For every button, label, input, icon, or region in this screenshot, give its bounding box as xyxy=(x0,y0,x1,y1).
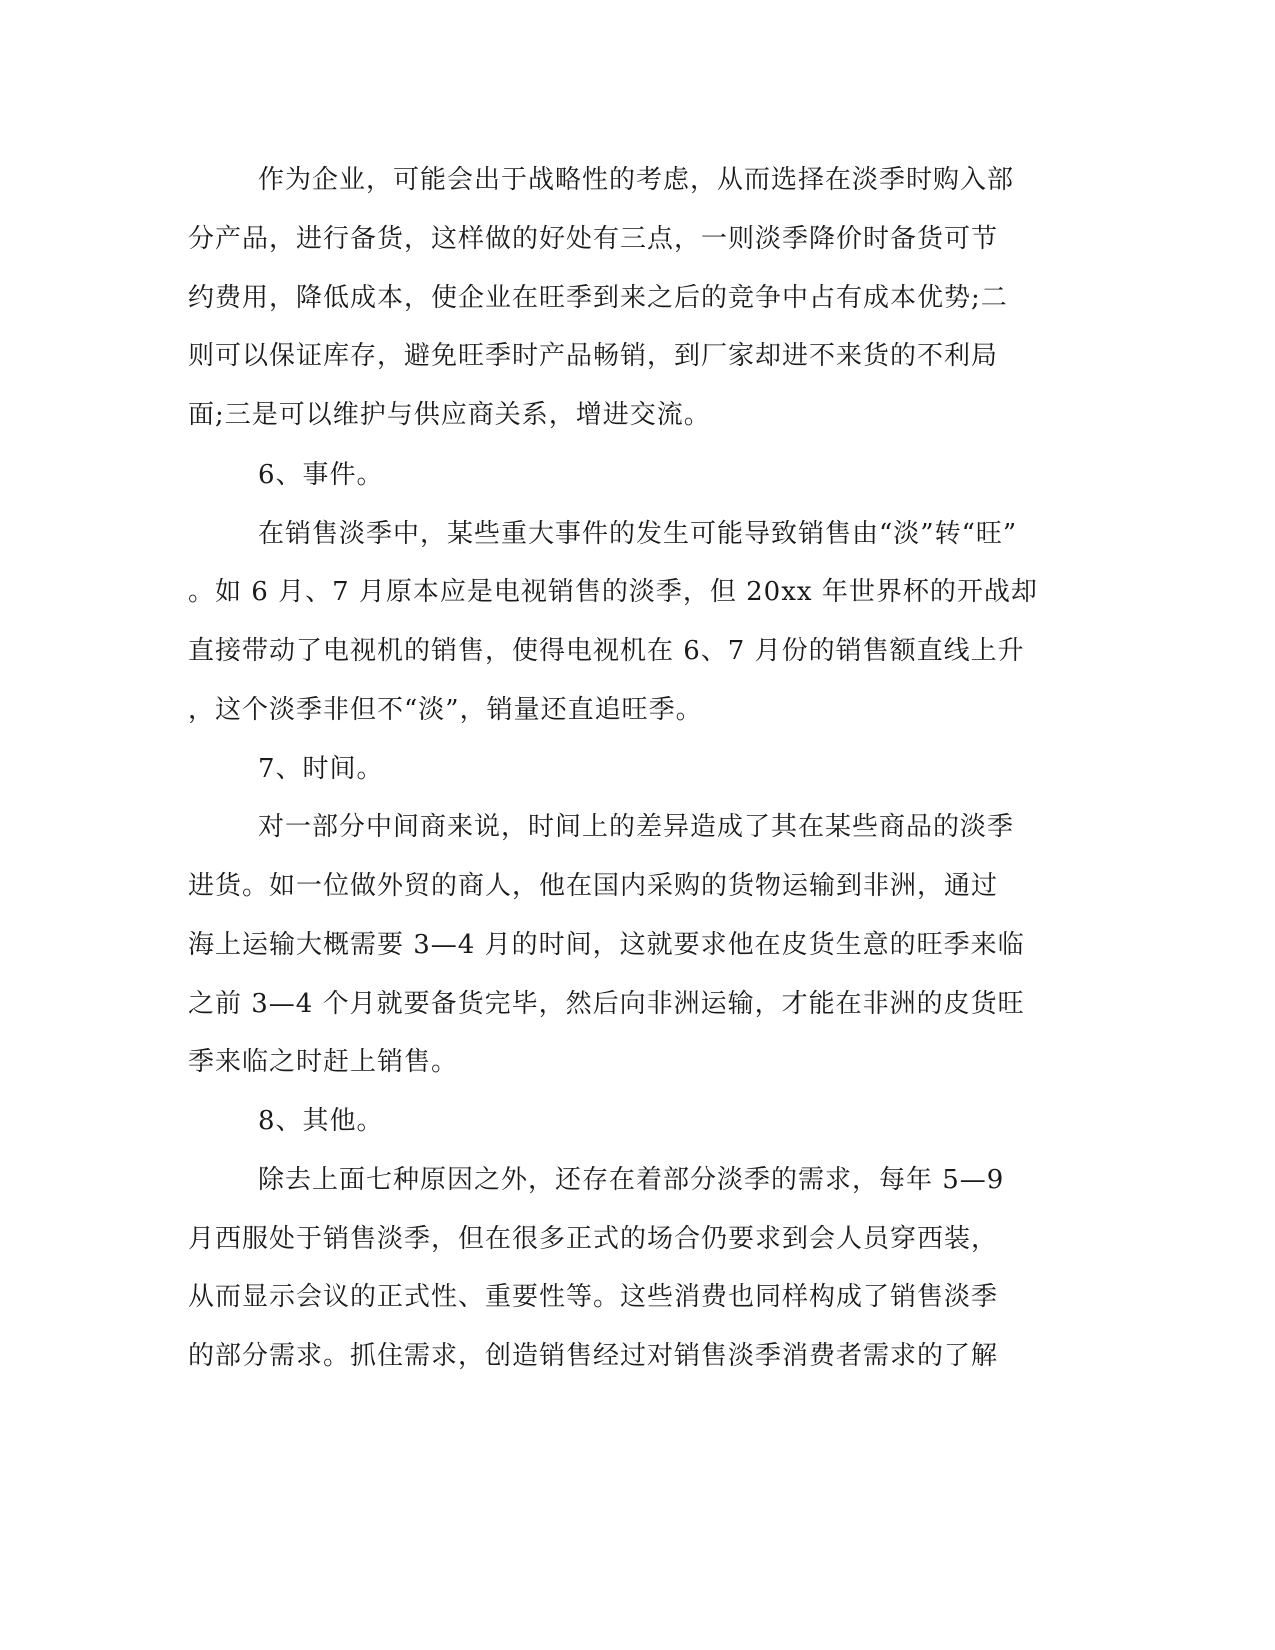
section-heading: 8、其他。 xyxy=(258,1106,384,1136)
paragraph-line: 从而显示会议的正式性、重要性等。这些消费也同样构成了销售淡季 xyxy=(188,1282,999,1312)
paragraph-line: 。如 6 月、7 月原本应是电视销售的淡季，但 20xx 年世界杯的开战却 xyxy=(188,577,1038,607)
paragraph-line: 之前 3—4 个月就要备货完毕，然后向非洲运输，才能在非洲的皮货旺 xyxy=(188,989,1025,1019)
paragraph-line: 面;三是可以维护与供应商关系，增进交流。 xyxy=(188,400,711,430)
paragraph-line: 的部分需求。抓住需求，创造销售经过对销售淡季消费者需求的了解 xyxy=(188,1341,999,1371)
paragraph-line: 对一部分中间商来说，时间上的差异造成了其在某些商品的淡季 xyxy=(258,812,1015,842)
paragraph-line: 分产品，进行备货，这样做的好处有三点，一则淡季降价时备货可节 xyxy=(188,224,999,254)
paragraph-line: 海上运输大概需要 3—4 月的时间，这就要求他在皮货生意的旺季来临 xyxy=(188,930,1025,960)
paragraph-line: 约费用，降低成本，使企业在旺季到来之后的竞争中占有成本优势;二 xyxy=(188,283,1008,313)
section-heading: 7、时间。 xyxy=(258,754,384,784)
paragraph-line: 直接带动了电视机的销售，使得电视机在 6、7 月份的销售额直线上升 xyxy=(188,636,1025,666)
paragraph-line: 在销售淡季中，某些重大事件的发生可能导致销售由“淡”转“旺” xyxy=(258,519,1018,549)
paragraph-line: ，这个淡季非但不“淡”，销量还直追旺季。 xyxy=(188,695,703,725)
paragraph-line: 进货。如一位做外贸的商人，他在国内采购的货物运输到非洲，通过 xyxy=(188,871,999,901)
paragraph-line: 作为企业，可能会出于战略性的考虑，从而选择在淡季时购入部 xyxy=(258,165,1015,195)
paragraph-line: 则可以保证库存，避免旺季时产品畅销，到厂家却进不来货的不利局 xyxy=(188,341,999,371)
paragraph-line: 季来临之时赶上销售。 xyxy=(188,1047,459,1077)
paragraph-line: 月西服处于销售淡季，但在很多正式的场合仍要求到会人员穿西装， xyxy=(188,1224,999,1254)
paragraph-line: 除去上面七种原因之外，还存在着部分淡季的需求，每年 5—9 xyxy=(258,1165,1005,1195)
section-heading: 6、事件。 xyxy=(258,460,384,490)
